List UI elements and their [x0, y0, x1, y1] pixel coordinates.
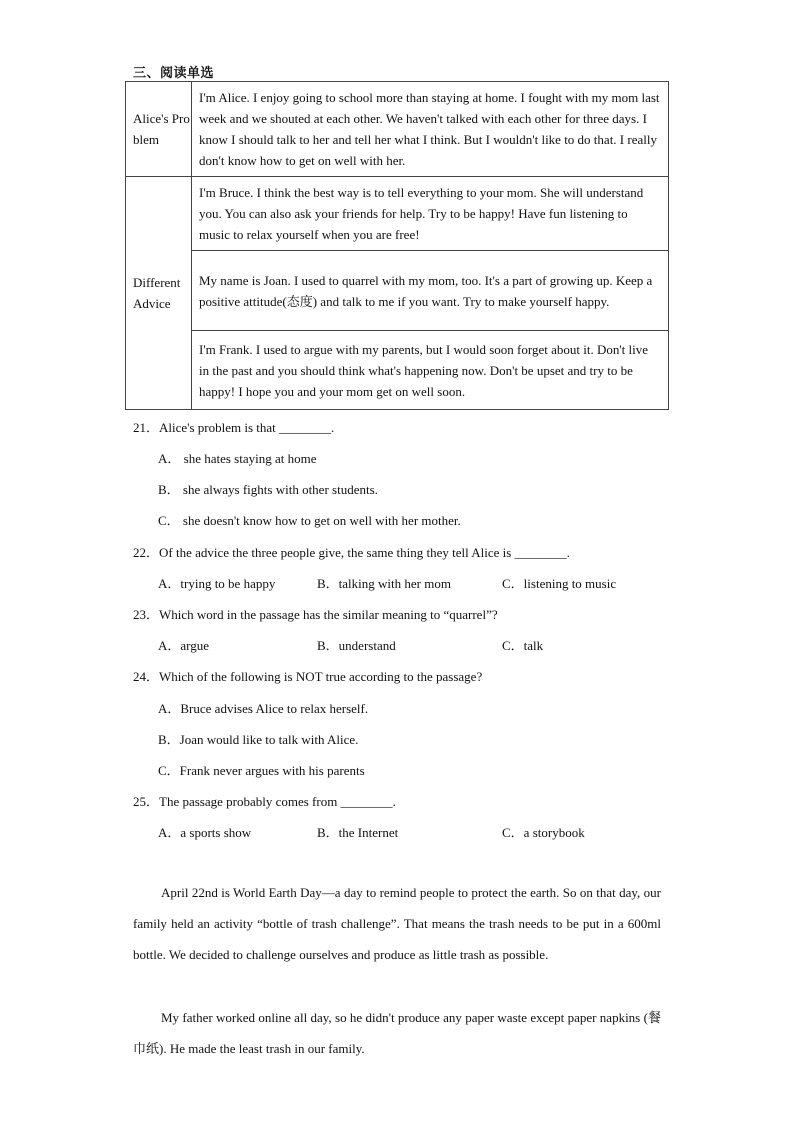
- option-22-b[interactable]: B．talking with her mom: [317, 576, 451, 591]
- option-22-c[interactable]: C．listening to music: [502, 576, 617, 591]
- problem-row: [126, 82, 669, 177]
- question-23: 23．Which word in the passage has the similar meaning to “quarrel”?: [133, 607, 498, 622]
- option-23-a[interactable]: A．argue: [158, 638, 210, 653]
- passage-paragraph-2: My father worked online all day, so he didn't produce any paper waste except paper napkins (餐巾纸). He made the least trash in our family.: [133, 1010, 661, 1056]
- option-25-c[interactable]: C．a storybook: [502, 825, 585, 840]
- advice-bruce: I'm Bruce. I think the best way is to tell everything to your mom. She will understand you. You can also ask your friends for help. Try to be happy! Have fun listening to music to relax yourself when you are free!: [192, 177, 669, 251]
- section-title: 三、阅读单选: [133, 65, 215, 80]
- question-21: 21．Alice's problem is that ________.: [133, 420, 335, 435]
- option-23-b[interactable]: B．understand: [317, 638, 396, 653]
- option-24-c[interactable]: C．Frank never argues with his parents: [158, 763, 365, 778]
- option-24-a[interactable]: A．Bruce advises Alice to relax herself.: [158, 701, 369, 716]
- problem-text: I'm Alice. I enjoy going to school more than staying at home. I fought with my mom last week and we shouted at each other. We haven't talked with each other for three days. I know I should talk to her and tell her what I think. But I wouldn't like to do that. I really don't know how to get on well with her.: [192, 82, 669, 177]
- option-21-b[interactable]: B． she always fights with other students.: [158, 482, 378, 497]
- option-24-b[interactable]: B．Joan would like to talk with Alice.: [158, 732, 359, 747]
- question-22: 22．Of the advice the three people give, the same thing they tell Alice is ________.: [133, 545, 570, 560]
- option-21-c[interactable]: C． she doesn't know how to get on well with her mother.: [158, 513, 461, 528]
- advice-row-frank: [126, 331, 669, 410]
- question-24: 24．Which of the following is NOT true according to the passage?: [133, 669, 483, 684]
- option-25-b[interactable]: B．the Internet: [317, 825, 399, 840]
- option-25-a[interactable]: A．a sports show: [158, 825, 252, 840]
- advice-row-bruce: [126, 177, 669, 251]
- advice-joan: My name is Joan. I used to quarrel with my mom, too. It's a part of growing up. Keep a positive attitude(态度) and talk to me if you want. Try to make yourself happy.: [192, 251, 669, 331]
- reading-table: [125, 81, 669, 410]
- option-23-c[interactable]: C．talk: [502, 638, 544, 653]
- advice-label: Different Advice: [126, 177, 192, 410]
- advice-row-joan: [126, 251, 669, 331]
- option-21-a[interactable]: A． she hates staying at home: [158, 451, 317, 466]
- option-22-a[interactable]: A．trying to be happy: [158, 576, 276, 591]
- problem-label: Alice's Problem: [126, 82, 192, 177]
- question-25: 25．The passage probably comes from ________.: [133, 794, 396, 809]
- passage-paragraph-1: April 22nd is World Earth Day—a day to remind people to protect the earth. So on that day, our family held an activity “bottle of trash challenge”. That means the trash needs to be put in a 600ml bottle. We decided to challenge ourselves and produce as little trash as possible.: [133, 885, 661, 962]
- advice-frank: I'm Frank. I used to argue with my parents, but I would soon forget about it. Don't live in the past and you should think what's happening now. Don't be upset and try to be happy! I hope you and your mom get on well soon.: [192, 331, 669, 410]
